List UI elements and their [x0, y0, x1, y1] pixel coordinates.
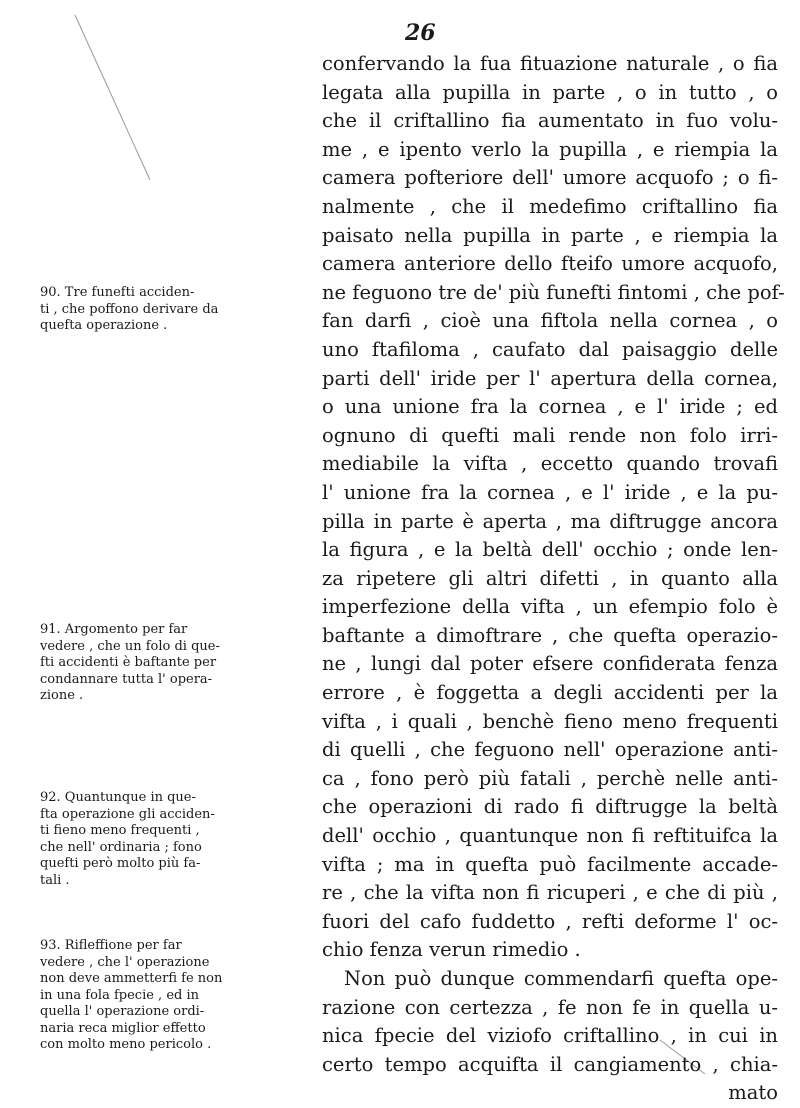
margin-note-line: che nell' ordinaria ; fono [40, 839, 202, 855]
text-line: uno ftafiloma , caufato dal paisaggio delle [322, 337, 778, 361]
text-line: vifta ; ma in quefta può facilmente accade- [322, 852, 778, 876]
page-number: 26 [405, 20, 436, 46]
text-line: parti dell' iride per l' apertura della cornea, [322, 366, 778, 390]
text-line: mediabile la vifta , eccetto quando trovafi [322, 452, 778, 476]
text-line: o una unione fra la cornea , e l' iride ; ed [322, 395, 778, 419]
margin-note-line: 91. Argomento per far [40, 622, 188, 637]
margin-note-line: tali . [40, 872, 70, 888]
margin-note-line: non deve ammetterfi fe non [40, 971, 223, 986]
margin-note-line: 92. Quantunque in que- [40, 790, 196, 805]
text-line: re , che la vifta non fi ricuperi , e che di più , [322, 881, 778, 905]
text-line: camera anteriore dello fteifo umore acquofo, [322, 252, 778, 276]
margin-note-line: 90. Tre funefti acciden- [40, 285, 195, 300]
text-line: certo tempo acquifta il cangiamento , chia- [322, 1052, 778, 1076]
text-line: fan darfi , cioè una fiftola nella cornea , o [322, 309, 778, 333]
text-line: di quelli , che feguono nell' operazione anti- [322, 738, 778, 762]
text-line: Non può dunque commendarfi quefta ope- [344, 967, 778, 990]
text-line: ca , fono però più fatali , perchè nelle anti- [322, 766, 778, 790]
margin-note-line: quefti però molto più fa- [40, 856, 201, 871]
margin-note-line: quefta operazione . [40, 318, 168, 333]
margin-note-line: naria reca miglior effetto [40, 1020, 206, 1036]
text-line: imperfezione della vifta , un efempio folo è [322, 595, 778, 619]
margin-note-line: 93. Rifleffione per far [40, 938, 182, 953]
text-line: za ripetere gli altri difetti , in quanto alla [322, 566, 778, 590]
text-line: ne , lungi dal poter efsere confiderata fenza [322, 652, 778, 676]
margin-note-line: con molto meno pericolo . [40, 1037, 212, 1052]
text-line: vifta , i quali , benchè fieno meno frequenti [322, 709, 778, 733]
catchword: mato [728, 1081, 778, 1105]
text-line: ognuno di quefti mali rende non folo irri- [322, 423, 778, 447]
margin-note-line: in una fola fpecie , ed in [40, 987, 200, 1003]
text-line: dell' occhio , quantunque non fi reftituifca la [322, 824, 778, 848]
margin-note-line: condannare tutta l' opera- [40, 671, 213, 687]
text-line: baftante a dimoftrare , che quefta operazio- [322, 623, 778, 647]
margin-note-line: vedere , che un folo di que- [40, 638, 220, 654]
text-line: legata alla pupilla in parte , o in tutto , o [322, 80, 778, 104]
margin-note-line: ti , che poffono derivare da [40, 301, 219, 317]
text-line: camera pofteriore dell' umore acquofo ; o fi- [322, 166, 778, 190]
text-line: pilla in parte è aperta , ma diftrugge ancora [322, 509, 778, 533]
text-line: errore , è foggetta a degli accidenti per la [322, 681, 778, 705]
text-line: che operazioni di rado fi diftrugge la beltà [322, 795, 778, 819]
margin-note-90 [40, 285, 302, 335]
margin-note-line: fti accidenti è baftante per [40, 655, 217, 670]
text-line: chio fenza verun rimedio . [322, 938, 581, 962]
text-line: nica fpecie del viziofo criftallino , in cui in [322, 1024, 778, 1048]
text-line: me , e ipento verlo la pupilla , e riempia la [322, 137, 778, 161]
margin-note-line: quella l' operazione ordi- [40, 1004, 205, 1019]
text-line: ne feguono tre de' più funefti fintomi , che pof- [322, 280, 785, 304]
margin-note-91 [40, 622, 302, 705]
margin-note-line: ti fieno meno frequenti , [40, 823, 200, 838]
text-line: che il criftallino fia aumentato in fuo volu- [322, 109, 778, 133]
margin-note-93 [40, 938, 302, 1054]
margin-note-line: vedere , che l' operazione [40, 954, 210, 970]
text-line: la figura , e la beltà dell' occhio ; onde len- [322, 538, 778, 562]
margin-note-92 [40, 790, 302, 889]
text-line: razione con certezza , fe non fe in quella u- [322, 995, 778, 1019]
text-line: l' unione fra la cornea , e l' iride , e la pu- [322, 480, 778, 504]
text-line: confervando la fua fituazione naturale , o fia [322, 52, 778, 75]
margin-note-line: fta operazione gli acciden- [40, 806, 215, 822]
main-text-block [322, 50, 785, 1108]
text-line: paisato nella pupilla in parte , e riempia la [322, 223, 778, 247]
text-line: nalmente , che il medefimo criftallino fia [322, 194, 778, 218]
text-line: fuori del cafo fuddetto , refti deforme l' oc- [322, 909, 778, 933]
margin-note-line: zione . [40, 688, 84, 703]
